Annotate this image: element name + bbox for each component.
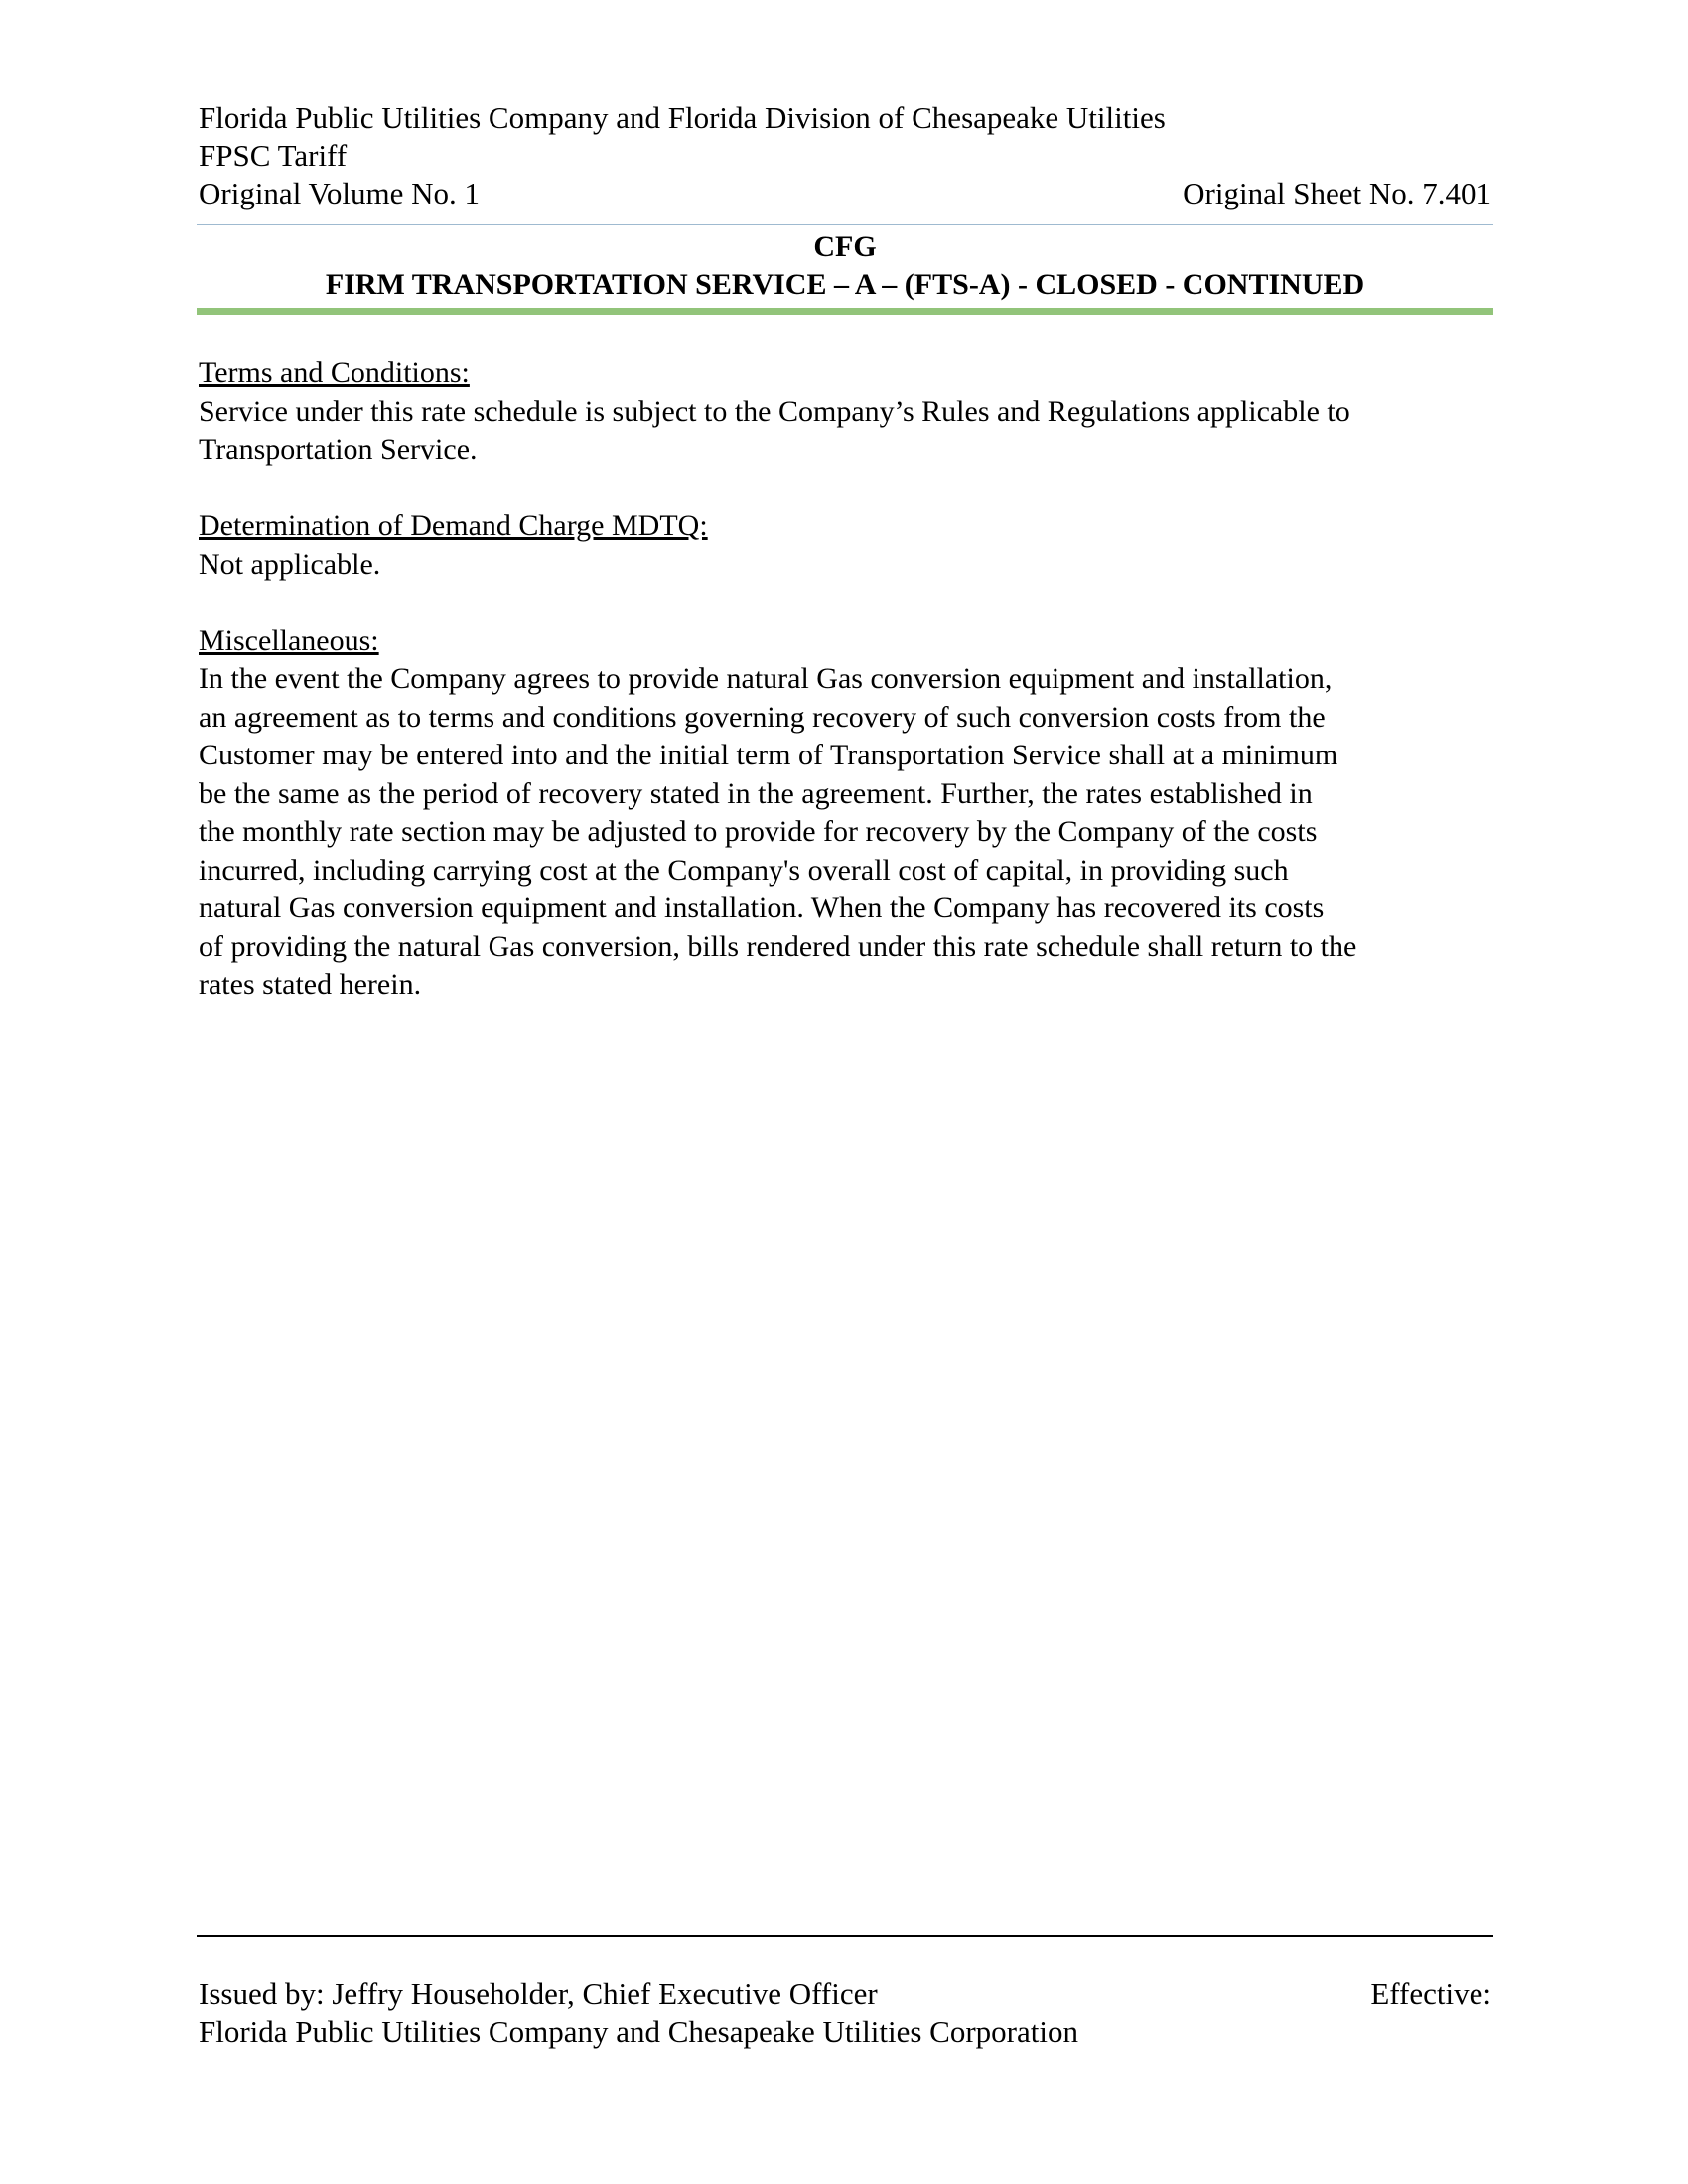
section-text: Not applicable. bbox=[199, 547, 381, 581]
title-line-1: CFG bbox=[813, 230, 877, 263]
header-divider bbox=[197, 224, 1493, 225]
section-text: Service under this rate schedule is subject to the Company’s Rules and Regulations applicable to Transportation Service. bbox=[199, 394, 1350, 466]
section-heading: Miscellaneous: bbox=[199, 623, 379, 657]
title-line-2: FIRM TRANSPORTATION SERVICE – A – (FTS-A) - CLOSED - CONTINUED bbox=[325, 268, 1365, 301]
sheet-header bbox=[199, 99, 1491, 212]
sheet-footer bbox=[199, 1976, 1491, 2051]
footer-effective: Effective: bbox=[1370, 1977, 1491, 2011]
header-company-line: Florida Public Utilities Company and Florida Division of Chesapeake Utilities bbox=[199, 100, 1166, 135]
title-divider bbox=[197, 308, 1493, 315]
schedule-title bbox=[197, 228, 1493, 304]
header-volume-row bbox=[199, 175, 1491, 212]
footer-companies: Florida Public Utilities Company and Chesapeake Utilities Corporation bbox=[199, 2014, 1078, 2049]
header-volume: Original Volume No. 1 bbox=[199, 176, 481, 210]
footer-divider bbox=[197, 1935, 1493, 1937]
section-heading: Determination of Demand Charge MDTQ: bbox=[199, 509, 708, 542]
section-text: In the event the Company agrees to provide natural Gas conversion equipment and installation, an agreement as to terms and conditions governing recovery of such conversion costs from the Customer may be entered into and the initial term of Transportation Service shall at a minimum be the same as the period of recovery stated in the agreement. Further, the rates established in the monthly rate section may be adjusted to provide for recovery by the Company of the costs incurred, including carrying cost at the Company's overall cost of capital, in providing such natural Gas conversion equipment and installation. When the Company has recovered its costs of providing the natural Gas conversion, bills rendered under this rate schedule shall return to the rates stated herein. bbox=[199, 662, 1357, 1001]
header-tariff-line: FPSC Tariff bbox=[199, 138, 348, 173]
section-miscellaneous bbox=[199, 622, 1499, 1005]
footer-issued-row bbox=[199, 1976, 1491, 2013]
section-terms-and-conditions bbox=[199, 354, 1499, 470]
footer-issued-by: Issued by: Jeffry Householder, Chief Executive Officer bbox=[199, 1977, 878, 2011]
header-sheet-number: Original Sheet No. 7.401 bbox=[1183, 176, 1491, 210]
section-demand-charge bbox=[199, 507, 1499, 584]
sheet-body bbox=[199, 354, 1499, 1042]
section-heading: Terms and Conditions: bbox=[199, 356, 470, 389]
